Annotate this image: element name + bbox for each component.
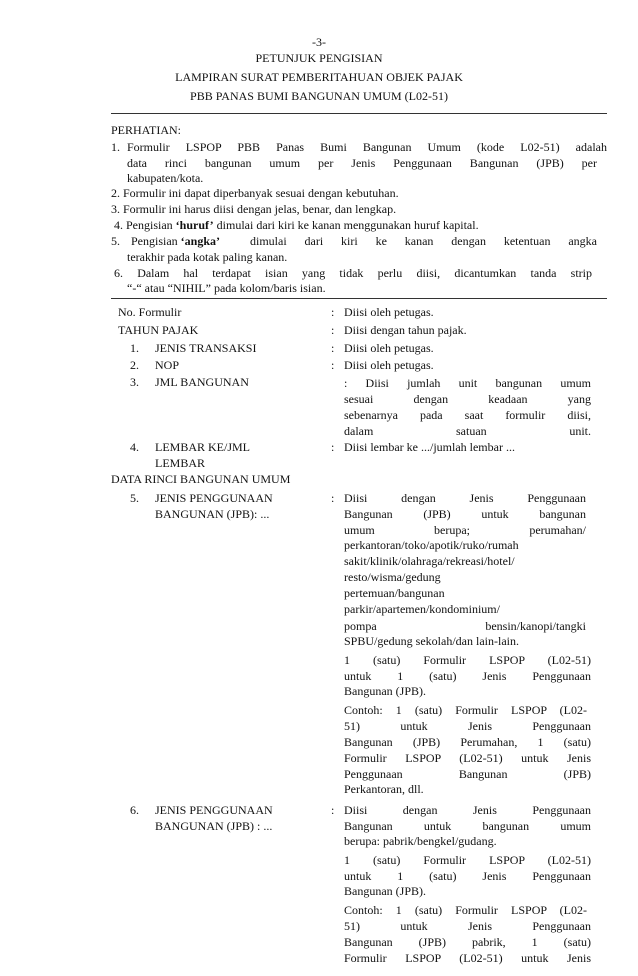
field-5-desc-line-3: umum berupa; perumahan/ bbox=[344, 523, 586, 537]
field-5-note-line-3: Bangunan (JPB). bbox=[344, 684, 426, 698]
perhatian-item-6-line-1: 6. Dalam hal terdapat isian yang tidak perlu diisi, dicantumkan tanda strip bbox=[114, 266, 592, 280]
field-6-example-line-3: Bangunan (JPB) pabrik, 1 (satu) bbox=[344, 935, 591, 949]
field-6-note-line-3: Bangunan (JPB). bbox=[344, 884, 426, 898]
header-divider bbox=[111, 113, 607, 114]
perhatian-number-1: 1. bbox=[111, 140, 120, 154]
field-1-desc: Diisi oleh petugas. bbox=[344, 341, 434, 355]
field-6-example-line-2: 51) untuk Jenis Penggunaan bbox=[344, 919, 591, 933]
field-tahun-pajak-label: TAHUN PAJAK bbox=[118, 323, 199, 337]
field-6-desc-line-3: berupa: pabrik/bengkel/gudang. bbox=[344, 834, 497, 848]
field-6-example-line-1: Contoh: 1 (satu) Formulir LSPOP (L02- bbox=[344, 903, 587, 917]
field-no-formulir-desc: Diisi oleh petugas. bbox=[344, 305, 434, 319]
field-5-desc-line-9: pompa bensin/kanopi/tangki bbox=[344, 619, 586, 633]
perhatian-item-4-keyword: ‘huruf’ bbox=[175, 218, 214, 232]
field-6-desc-line-2: Bangunan untuk bangunan umum bbox=[344, 819, 591, 833]
perhatian-item-5-prefix: Pengisian bbox=[131, 234, 178, 248]
field-4-number: 4. bbox=[130, 440, 139, 454]
field-5-desc-line-8: parkir/apartemen/kondominium/ bbox=[344, 602, 500, 616]
field-6-label-line-1: JENIS PENGGUNAAN bbox=[155, 803, 273, 817]
field-5-example-line-2: 51) untuk Jenis Penggunaan bbox=[344, 719, 591, 733]
title-line-3: PBB PANAS BUMI BANGUNAN UMUM (L02-51) bbox=[190, 89, 448, 103]
perhatian-item-6-line-2: “-“ atau “NIHIL” pada kolom/baris isian. bbox=[127, 281, 326, 295]
perhatian-item-4-text: dimulai dari kiri ke kanan menggunakan huruf kapital. bbox=[216, 218, 479, 232]
field-6-desc-line-1: Diisi dengan Jenis Penggunaan bbox=[344, 803, 591, 817]
perhatian-number-5: 5. bbox=[111, 234, 120, 248]
field-no-formulir-label: No. Formulir bbox=[118, 305, 182, 319]
perhatian-item-3: 3. Formulir ini harus diisi dengan jelas, benar, dan lengkap. bbox=[111, 202, 397, 216]
perhatian-item-1-line-1: Formulir LSPOP PBB Panas Bumi Bangunan Umum (kode L02-51) adalah bbox=[127, 140, 607, 154]
field-5-example-line-6: Perkantoran, dll. bbox=[344, 782, 424, 796]
field-5-desc-line-10: SPBU/gedung sekolah/dan lain-lain. bbox=[344, 634, 519, 648]
field-5-desc-line-5: sakit/klinik/olahraga/rekreasi/hotel/ bbox=[344, 554, 515, 568]
field-1-colon: : bbox=[331, 341, 335, 355]
field-tahun-pajak-colon: : bbox=[331, 323, 335, 337]
perhatian-item-4-prefix: 4. Pengisian bbox=[114, 218, 173, 232]
field-5-label-line-2: BANGUNAN (JPB): ... bbox=[155, 507, 270, 521]
field-3-number: 3. bbox=[130, 375, 139, 389]
perhatian-heading: PERHATIAN: bbox=[111, 123, 182, 137]
field-5-colon: : bbox=[331, 491, 335, 505]
field-2-label: NOP bbox=[155, 358, 180, 372]
perhatian-item-5-lead bbox=[131, 234, 220, 249]
field-6-number: 6. bbox=[130, 803, 139, 817]
data-rinci-heading: DATA RINCI BANGUNAN UMUM bbox=[111, 472, 291, 486]
field-5-example-line-1: Contoh: 1 (satu) Formulir LSPOP (L02- bbox=[344, 703, 587, 717]
field-5-desc-line-2: Bangunan (JPB) untuk bangunan bbox=[344, 507, 586, 521]
field-6-label-line-2: BANGUNAN (JPB) : ... bbox=[155, 819, 273, 833]
perhatian-item-1-line-2: data rinci bangunan umum per Jenis Penggunaan Bangunan (JPB) per bbox=[127, 156, 597, 170]
field-5-desc-line-7: pertemuan/bangunan bbox=[344, 586, 445, 600]
field-5-number: 5. bbox=[130, 491, 139, 505]
field-5-note-line-1: 1 (satu) Formulir LSPOP (L02-51) bbox=[344, 653, 591, 667]
field-2-desc: Diisi oleh petugas. bbox=[344, 358, 434, 372]
field-4-label-line-2: LEMBAR bbox=[155, 456, 206, 470]
perhatian-item-5-keyword: ‘angka’ bbox=[180, 234, 221, 248]
field-5-desc-line-1: Diisi dengan Jenis Penggunaan bbox=[344, 491, 586, 505]
field-tahun-pajak-desc: Diisi dengan tahun pajak. bbox=[344, 323, 467, 337]
field-3-desc-line-1: : Diisi jumlah unit bangunan umum bbox=[344, 376, 591, 390]
field-5-example-line-4: Formulir LSPOP (L02-51) untuk Jenis bbox=[344, 751, 591, 765]
field-2-colon: : bbox=[331, 358, 335, 372]
field-1-number: 1. bbox=[130, 341, 139, 355]
field-6-colon: : bbox=[331, 803, 335, 817]
page-number: -3- bbox=[312, 35, 326, 49]
field-5-note-line-2: untuk 1 (satu) Jenis Penggunaan bbox=[344, 669, 591, 683]
field-5-desc-line-4: perkantoran/toko/apotik/ruko/rumah bbox=[344, 538, 519, 552]
field-1-label: JENIS TRANSAKSI bbox=[155, 341, 257, 355]
title-line-2: LAMPIRAN SURAT PEMBERITAHUAN OBJEK PAJAK bbox=[175, 70, 463, 84]
field-5-label-line-1: JENIS PENGGUNAAN bbox=[155, 491, 273, 505]
perhatian-item-4 bbox=[114, 218, 479, 233]
field-3-label: JML BANGUNAN bbox=[155, 375, 249, 389]
title-line-1: PETUNJUK PENGISIAN bbox=[255, 51, 383, 65]
field-4-label-line-1: LEMBAR KE/JML bbox=[155, 440, 251, 454]
field-6-example-line-4: Formulir LSPOP (L02-51) untuk Jenis bbox=[344, 951, 591, 965]
perhatian-item-5-line-2: terakhir pada kotak paling kanan. bbox=[127, 250, 288, 264]
field-3-desc-line-4: dalam satuan unit. bbox=[344, 424, 591, 438]
field-4-desc: Diisi lembar ke .../jumlah lembar ... bbox=[344, 440, 515, 454]
field-2-number: 2. bbox=[130, 358, 139, 372]
field-5-example-line-3: Bangunan (JPB) Perumahan, 1 (satu) bbox=[344, 735, 591, 749]
field-3-desc-line-2: sesuai dengan keadaan yang bbox=[344, 392, 591, 406]
field-5-example-line-5: Penggunaan Bangunan (JPB) bbox=[344, 767, 591, 781]
perhatian-item-2: 2. Formulir ini dapat diperbanyak sesuai dengan kebutuhan. bbox=[111, 186, 399, 200]
perhatian-item-5-line-1: dimulai dari kiri ke kanan dengan ketentuan angka bbox=[250, 234, 597, 248]
field-5-desc-line-6: resto/wisma/gedung bbox=[344, 570, 441, 584]
perhatian-item-1-line-3: kabupaten/kota. bbox=[127, 171, 204, 185]
field-6-note-line-1: 1 (satu) Formulir LSPOP (L02-51) bbox=[344, 853, 591, 867]
perhatian-divider bbox=[111, 298, 607, 299]
field-6-note-line-2: untuk 1 (satu) Jenis Penggunaan bbox=[344, 869, 591, 883]
field-3-desc-line-3: sebenarnya pada saat formulir diisi, bbox=[344, 408, 591, 422]
field-4-colon: : bbox=[331, 440, 335, 454]
field-no-formulir-colon: : bbox=[331, 305, 335, 319]
